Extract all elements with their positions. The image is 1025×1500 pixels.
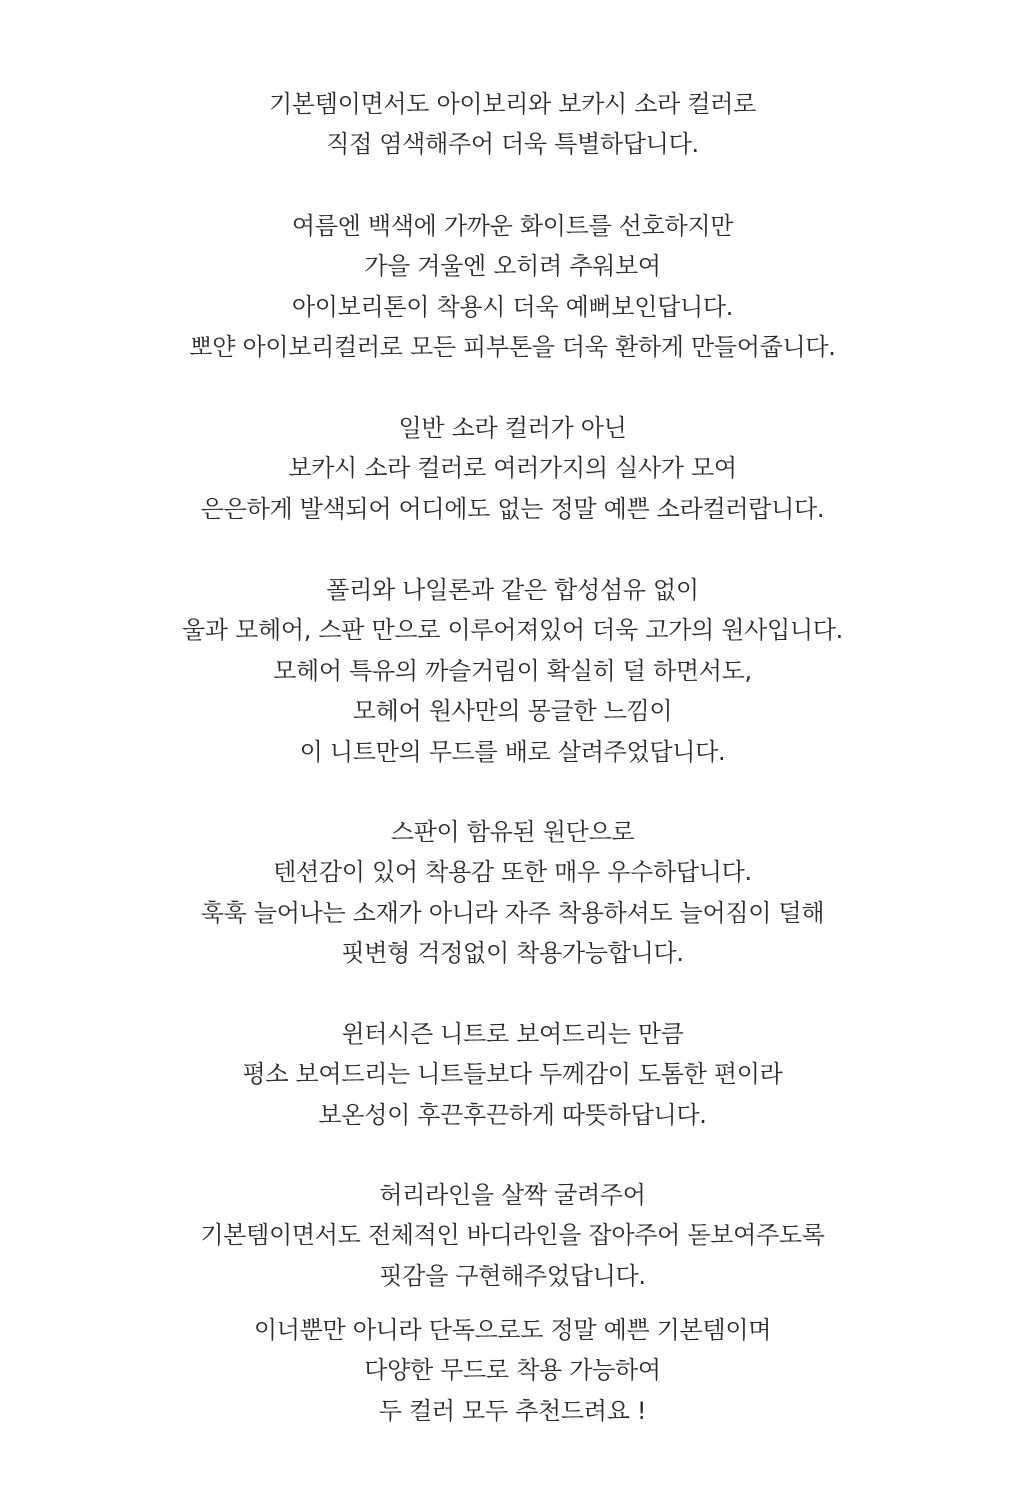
text-line: 직접 염색해주어 더욱 특별하답니다. [326,130,699,159]
text-line: 다양한 무드로 착용 가능하여 [364,1356,661,1385]
paragraph-waistline-fit [0,1175,1025,1296]
paragraph-ivory-color [0,206,1025,368]
paragraph-sky-blue-color [0,408,1025,529]
text-line: 평소 보여드리는 니트들보다 두께감이 도톰한 편이라 [242,1060,783,1089]
text-line: 모헤어 특유의 까슬거림이 확실히 덜 하면서도, [273,656,752,685]
text-line: 가을 겨울엔 오히려 추워보여 [364,252,661,281]
paragraph-material [0,570,1025,772]
paragraph-stretch-fabric [0,812,1025,974]
text-line: 여름엔 백색에 가까운 화이트를 선호하지만 [291,212,734,240]
paragraph-color-dyeing [0,84,1025,165]
text-line: 스판이 함유된 원단으로 [390,818,635,846]
text-line: 기본템이면서도 전체적인 바디라인을 잡아주어 돋보여주도록 [200,1221,825,1250]
text-line: 윈터시즌 니트로 보여드리는 만큼 [341,1020,684,1048]
text-line: 핏변형 걱정없이 착용가능합니다. [341,939,684,968]
text-line: 일반 소라 컬러가 아닌 [398,414,627,442]
text-line: 이 니트만의 무드를 배로 살려주었답니다. [299,737,726,766]
text-line: 이너뿐만 아니라 단독으로도 정말 예쁜 기본템이며 [253,1316,772,1344]
paragraph-thickness-warmth [0,1014,1025,1135]
text-line: 아이보리톤이 착용시 더욱 예뻐보인답니다. [291,292,734,321]
text-line: 텐션감이 있어 착용감 또한 매우 우수하답니다. [273,858,752,887]
text-line: 뽀얀 아이보리컬러로 모든 피부톤을 더욱 환하게 만들어줍니다. [189,333,836,362]
text-line: 은은하게 발색되어 어디에도 없는 정말 예쁜 소라컬러랍니다. [200,494,825,523]
text-line: 핏감을 구현해주었답니다. [379,1261,646,1290]
text-line: 허리라인을 살짝 굴려주어 [379,1181,646,1209]
text-line: 훅훅 늘어나는 소재가 아니라 자주 착용하셔도 늘어짐이 덜해 [200,898,825,927]
text-line: 보카시 소라 컬러로 여러가지의 실사가 모여 [288,454,737,483]
text-line: 두 컬러 모두 추천드려요 ! [378,1396,647,1425]
text-line: 보온성이 후끈후끈하게 따뜻하답니다. [318,1100,707,1129]
text-line: 폴리와 나일론과 같은 합성섬유 없이 [326,576,699,604]
text-line: 울과 모헤어, 스판 만으로 이루어져있어 더욱 고가의 원사입니다. [182,616,843,645]
text-line: 기본템이면서도 아이보리와 보카시 소라 컬러로 [269,90,756,118]
text-line: 모헤어 원사만의 몽글한 느낌이 [352,697,673,726]
paragraph-recommendation [0,1310,1025,1431]
